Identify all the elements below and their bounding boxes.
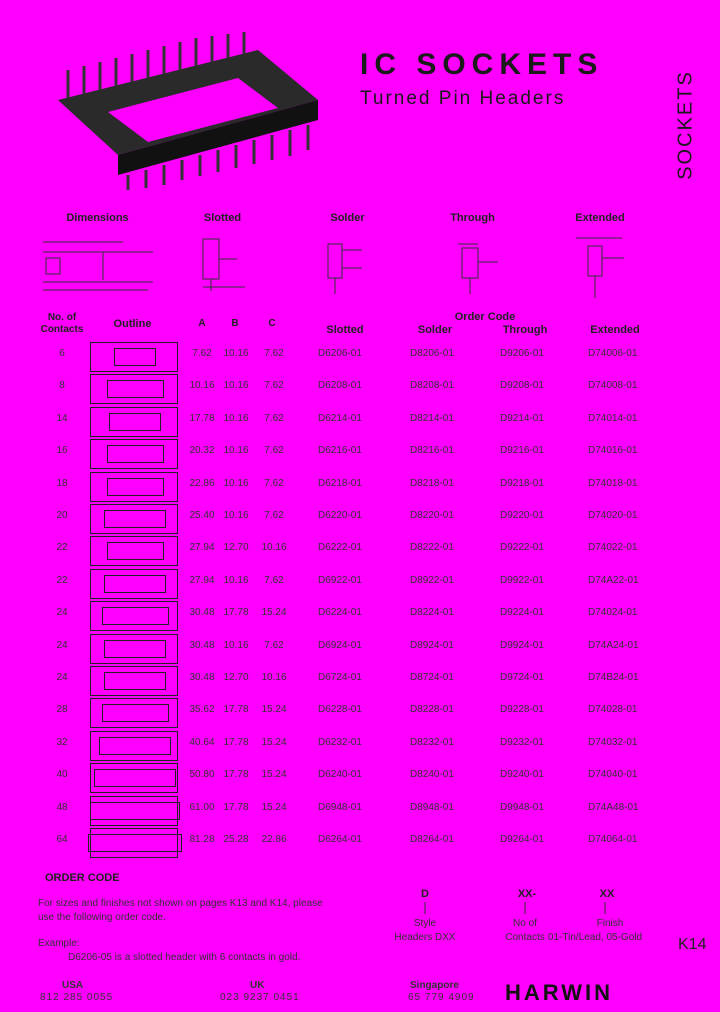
- row-code-through: D9264-01: [500, 834, 544, 845]
- outline-chip-icon: [109, 413, 161, 431]
- row-code-extended: D74016-01: [588, 445, 638, 456]
- row-code-solder: D8724-01: [410, 672, 454, 683]
- code-d: D: [421, 888, 429, 900]
- example-text: D6206-05 is a slotted header with 6 contacts in gold.: [68, 952, 301, 963]
- outline-chip-icon: [104, 510, 166, 528]
- outline-chip-icon: [107, 445, 164, 463]
- row-contacts: 24: [56, 607, 68, 618]
- row-code-extended: D74008-01: [588, 380, 638, 391]
- row-code-extended: D74040-01: [588, 769, 638, 780]
- row-code-solder: D8214-01: [410, 413, 454, 424]
- singapore-phone: 65 779 4909: [408, 992, 475, 1003]
- row-code-extended: D74024-01: [588, 607, 638, 618]
- row-contacts: 32: [56, 737, 68, 748]
- page-subtitle: Turned Pin Headers: [360, 88, 566, 109]
- side-tab: [666, 70, 706, 180]
- row-dim-a: 35.62: [189, 704, 215, 715]
- row-dim-a: 25.40: [189, 510, 215, 521]
- row-dim-a: 30.48: [189, 607, 215, 618]
- row-code-slotted: D6232-01: [318, 737, 362, 748]
- row-code-slotted: D6214-01: [318, 413, 362, 424]
- row-outline: [90, 342, 178, 372]
- col-b-header: B: [231, 318, 239, 329]
- row-dim-c: 7.62: [264, 445, 284, 456]
- row-dim-c: 7.62: [264, 510, 284, 521]
- row-dim-c: 15.24: [261, 704, 287, 715]
- usa-label: USA: [62, 980, 84, 991]
- row-code-solder: D8220-01: [410, 510, 454, 521]
- outline-chip-icon: [114, 348, 156, 366]
- row-code-extended: D74032-01: [588, 737, 638, 748]
- row-code-solder: D8228-01: [410, 704, 454, 715]
- row-dim-b: 12.70: [223, 672, 249, 683]
- row-dim-c: 7.62: [264, 575, 284, 586]
- row-code-through: D9922-01: [500, 575, 544, 586]
- row-dim-b: 17.78: [223, 769, 249, 780]
- row-outline: [90, 601, 178, 631]
- row-dim-b: 10.16: [223, 348, 249, 359]
- row-dim-a: 50.80: [189, 769, 215, 780]
- row-code-through: D9232-01: [500, 737, 544, 748]
- usa-phone: 812 285 0055: [40, 992, 114, 1003]
- col-contacts-header: No. of Contacts: [40, 312, 84, 335]
- row-dim-b: 17.78: [223, 607, 249, 618]
- row-code-solder: D8224-01: [410, 607, 454, 618]
- row-code-extended: D74006-01: [588, 348, 638, 359]
- row-outline: [90, 634, 178, 664]
- row-code-solder: D8208-01: [410, 380, 454, 391]
- row-dim-c: 7.62: [264, 380, 284, 391]
- row-dim-b: 10.16: [223, 510, 249, 521]
- row-code-through: D9208-01: [500, 380, 544, 391]
- example-label: Example:: [38, 938, 80, 949]
- row-code-through: D9224-01: [500, 607, 544, 618]
- row-dim-a: 22.86: [189, 478, 215, 489]
- order-code-line2: use the following order code.: [38, 912, 166, 923]
- row-outline: [90, 828, 178, 858]
- row-dim-c: 7.62: [264, 640, 284, 651]
- row-code-slotted: D6924-01: [318, 640, 362, 651]
- row-code-extended: D74A48-01: [588, 802, 639, 813]
- row-contacts: 48: [56, 802, 68, 813]
- row-dim-c: 7.62: [264, 348, 284, 359]
- page-title: IC SOCKETS: [360, 48, 604, 81]
- row-outline: [90, 439, 178, 469]
- slotted-heading: Slotted: [203, 212, 242, 224]
- uk-label: UK: [250, 980, 265, 991]
- row-code-slotted: D6216-01: [318, 445, 362, 456]
- outline-chip-icon: [104, 575, 166, 593]
- row-outline: [90, 763, 178, 793]
- row-dim-c: 15.24: [261, 802, 287, 813]
- row-outline: [90, 407, 178, 437]
- row-outline: [90, 569, 178, 599]
- row-code-extended: D74B24-01: [588, 672, 639, 683]
- row-contacts: 28: [56, 704, 68, 715]
- row-code-through: D9220-01: [500, 510, 544, 521]
- outline-chip-icon: [107, 380, 164, 398]
- singapore-label: Singapore: [410, 980, 459, 991]
- row-code-extended: D74018-01: [588, 478, 638, 489]
- col-solder-header: Solder: [417, 324, 453, 336]
- code-xx2: XX: [599, 888, 615, 900]
- row-contacts: 14: [56, 413, 68, 424]
- row-code-through: D9206-01: [500, 348, 544, 359]
- solder-diagram: [318, 238, 378, 298]
- row-code-slotted: D6222-01: [318, 542, 362, 553]
- col-through-header: Through: [502, 324, 548, 336]
- row-code-through: D9228-01: [500, 704, 544, 715]
- row-contacts: 64: [56, 834, 68, 845]
- row-code-solder: D8216-01: [410, 445, 454, 456]
- row-contacts: 22: [56, 575, 68, 586]
- row-outline: [90, 536, 178, 566]
- row-code-slotted: D6922-01: [318, 575, 362, 586]
- outline-chip-icon: [99, 737, 171, 755]
- col-c-header: C: [268, 318, 276, 329]
- row-outline: [90, 472, 178, 502]
- row-contacts: 40: [56, 769, 68, 780]
- row-dim-b: 10.16: [223, 478, 249, 489]
- row-dim-b: 17.78: [223, 802, 249, 813]
- slotted-diagram: [195, 235, 255, 295]
- harwin-logo: HARWIN: [505, 980, 614, 1005]
- col-outline-header: Outline: [113, 318, 152, 330]
- row-code-extended: D74020-01: [588, 510, 638, 521]
- legend-style-2: Headers DXX: [394, 932, 456, 943]
- through-heading: Through: [450, 212, 495, 224]
- code-xx1: XX-: [517, 888, 537, 900]
- row-dim-a: 40.64: [189, 737, 215, 748]
- dimensions-heading: Dimensions: [66, 212, 129, 224]
- outline-chip-icon: [104, 640, 166, 658]
- legend-style-1: Style: [413, 918, 437, 929]
- row-code-extended: D74A24-01: [588, 640, 639, 651]
- row-dim-a: 61.00: [189, 802, 215, 813]
- row-dim-c: 15.24: [261, 607, 287, 618]
- row-dim-c: 10.16: [261, 672, 287, 683]
- extended-diagram: [572, 232, 632, 302]
- row-code-slotted: D6218-01: [318, 478, 362, 489]
- legend-contacts-1: No of: [513, 918, 537, 929]
- legend-finish-2: 01-Tin/Lead, 05-Gold: [547, 932, 643, 943]
- outline-chip-icon: [107, 478, 164, 496]
- side-tab-label: SOCKETS: [674, 70, 697, 180]
- row-outline: [90, 731, 178, 761]
- order-code-heading: ORDER CODE: [45, 872, 120, 884]
- order-code-header: Order Code: [454, 311, 516, 323]
- row-code-solder: D8222-01: [410, 542, 454, 553]
- row-dim-a: 20.32: [189, 445, 215, 456]
- row-code-extended: D74064-01: [588, 834, 638, 845]
- row-dim-b: 12.70: [223, 542, 249, 553]
- row-code-slotted: D6208-01: [318, 380, 362, 391]
- row-dim-a: 27.94: [189, 575, 215, 586]
- code-connectors: [420, 902, 620, 916]
- row-contacts: 24: [56, 640, 68, 651]
- row-dim-c: 10.16: [261, 542, 287, 553]
- dimensions-diagram: [38, 232, 158, 302]
- row-dim-b: 10.16: [223, 380, 249, 391]
- row-contacts: 22: [56, 542, 68, 553]
- row-dim-b: 10.16: [223, 445, 249, 456]
- row-outline: [90, 698, 178, 728]
- order-code-line1: For sizes and finishes not shown on pages K13 and K14, please: [38, 898, 323, 909]
- page-number: K14: [678, 936, 707, 953]
- row-code-solder: D8264-01: [410, 834, 454, 845]
- row-code-through: D9924-01: [500, 640, 544, 651]
- extended-heading: Extended: [575, 212, 625, 224]
- row-dim-c: 22.86: [261, 834, 287, 845]
- outline-chip-icon: [102, 704, 169, 722]
- row-code-through: D9214-01: [500, 413, 544, 424]
- row-contacts: 20: [56, 510, 68, 521]
- row-code-slotted: D6240-01: [318, 769, 362, 780]
- row-code-slotted: D6228-01: [318, 704, 362, 715]
- row-code-solder: D8922-01: [410, 575, 454, 586]
- row-code-slotted: D6220-01: [318, 510, 362, 521]
- row-dim-b: 10.16: [223, 640, 249, 651]
- row-dim-b: 10.16: [223, 575, 249, 586]
- row-code-through: D9222-01: [500, 542, 544, 553]
- row-dim-a: 30.48: [189, 640, 215, 651]
- outline-chip-icon: [94, 769, 176, 787]
- row-dim-b: 25.28: [223, 834, 249, 845]
- row-dim-c: 15.24: [261, 737, 287, 748]
- row-outline: [90, 374, 178, 404]
- outline-chip-icon: [102, 607, 169, 625]
- row-outline: [90, 504, 178, 534]
- row-dim-c: 7.62: [264, 478, 284, 489]
- row-contacts: 18: [56, 478, 68, 489]
- row-contacts: 16: [56, 445, 68, 456]
- row-code-slotted: D6206-01: [318, 348, 362, 359]
- row-code-extended: D74022-01: [588, 542, 638, 553]
- legend-finish-1: Finish: [596, 918, 624, 929]
- row-code-solder: D8240-01: [410, 769, 454, 780]
- row-code-through: D9218-01: [500, 478, 544, 489]
- row-code-solder: D8218-01: [410, 478, 454, 489]
- row-dim-b: 10.16: [223, 413, 249, 424]
- row-outline: [90, 796, 178, 826]
- row-dim-a: 81.28: [189, 834, 215, 845]
- row-code-solder: D8924-01: [410, 640, 454, 651]
- row-code-through: D9240-01: [500, 769, 544, 780]
- row-code-through: D9724-01: [500, 672, 544, 683]
- row-code-extended: D74028-01: [588, 704, 638, 715]
- row-dim-a: 10.16: [189, 380, 215, 391]
- uk-phone: 023 9237 0451: [220, 992, 300, 1003]
- solder-heading: Solder: [330, 212, 365, 224]
- outline-chip-icon: [104, 672, 166, 690]
- row-code-extended: D74014-01: [588, 413, 638, 424]
- row-code-slotted: D6724-01: [318, 672, 362, 683]
- row-code-solder: D8206-01: [410, 348, 454, 359]
- col-a-header: A: [198, 318, 206, 329]
- row-contacts: 24: [56, 672, 68, 683]
- row-dim-b: 17.78: [223, 737, 249, 748]
- row-dim-a: 27.94: [189, 542, 215, 553]
- row-outline: [90, 666, 178, 696]
- row-contacts: 8: [59, 380, 65, 391]
- ic-socket-image: [48, 30, 328, 195]
- outline-chip-icon: [88, 834, 182, 852]
- row-dim-a: 17.78: [189, 413, 215, 424]
- through-diagram: [450, 238, 510, 298]
- row-code-solder: D8232-01: [410, 737, 454, 748]
- col-extended-header: Extended: [590, 324, 640, 336]
- row-code-slotted: D6224-01: [318, 607, 362, 618]
- row-code-through: D9216-01: [500, 445, 544, 456]
- row-dim-a: 30.48: [189, 672, 215, 683]
- row-dim-c: 7.62: [264, 413, 284, 424]
- row-code-through: D9948-01: [500, 802, 544, 813]
- row-code-extended: D74A22-01: [588, 575, 639, 586]
- outline-chip-icon: [90, 802, 180, 820]
- legend-contacts-2: Contacts: [505, 932, 545, 943]
- row-code-slotted: D6264-01: [318, 834, 362, 845]
- col-slotted-header: Slotted: [326, 324, 364, 336]
- row-code-slotted: D6948-01: [318, 802, 362, 813]
- row-code-solder: D8948-01: [410, 802, 454, 813]
- row-dim-b: 17.78: [223, 704, 249, 715]
- row-dim-c: 15.24: [261, 769, 287, 780]
- row-contacts: 6: [59, 348, 65, 359]
- outline-chip-icon: [107, 542, 164, 560]
- row-dim-a: 7.62: [192, 348, 212, 359]
